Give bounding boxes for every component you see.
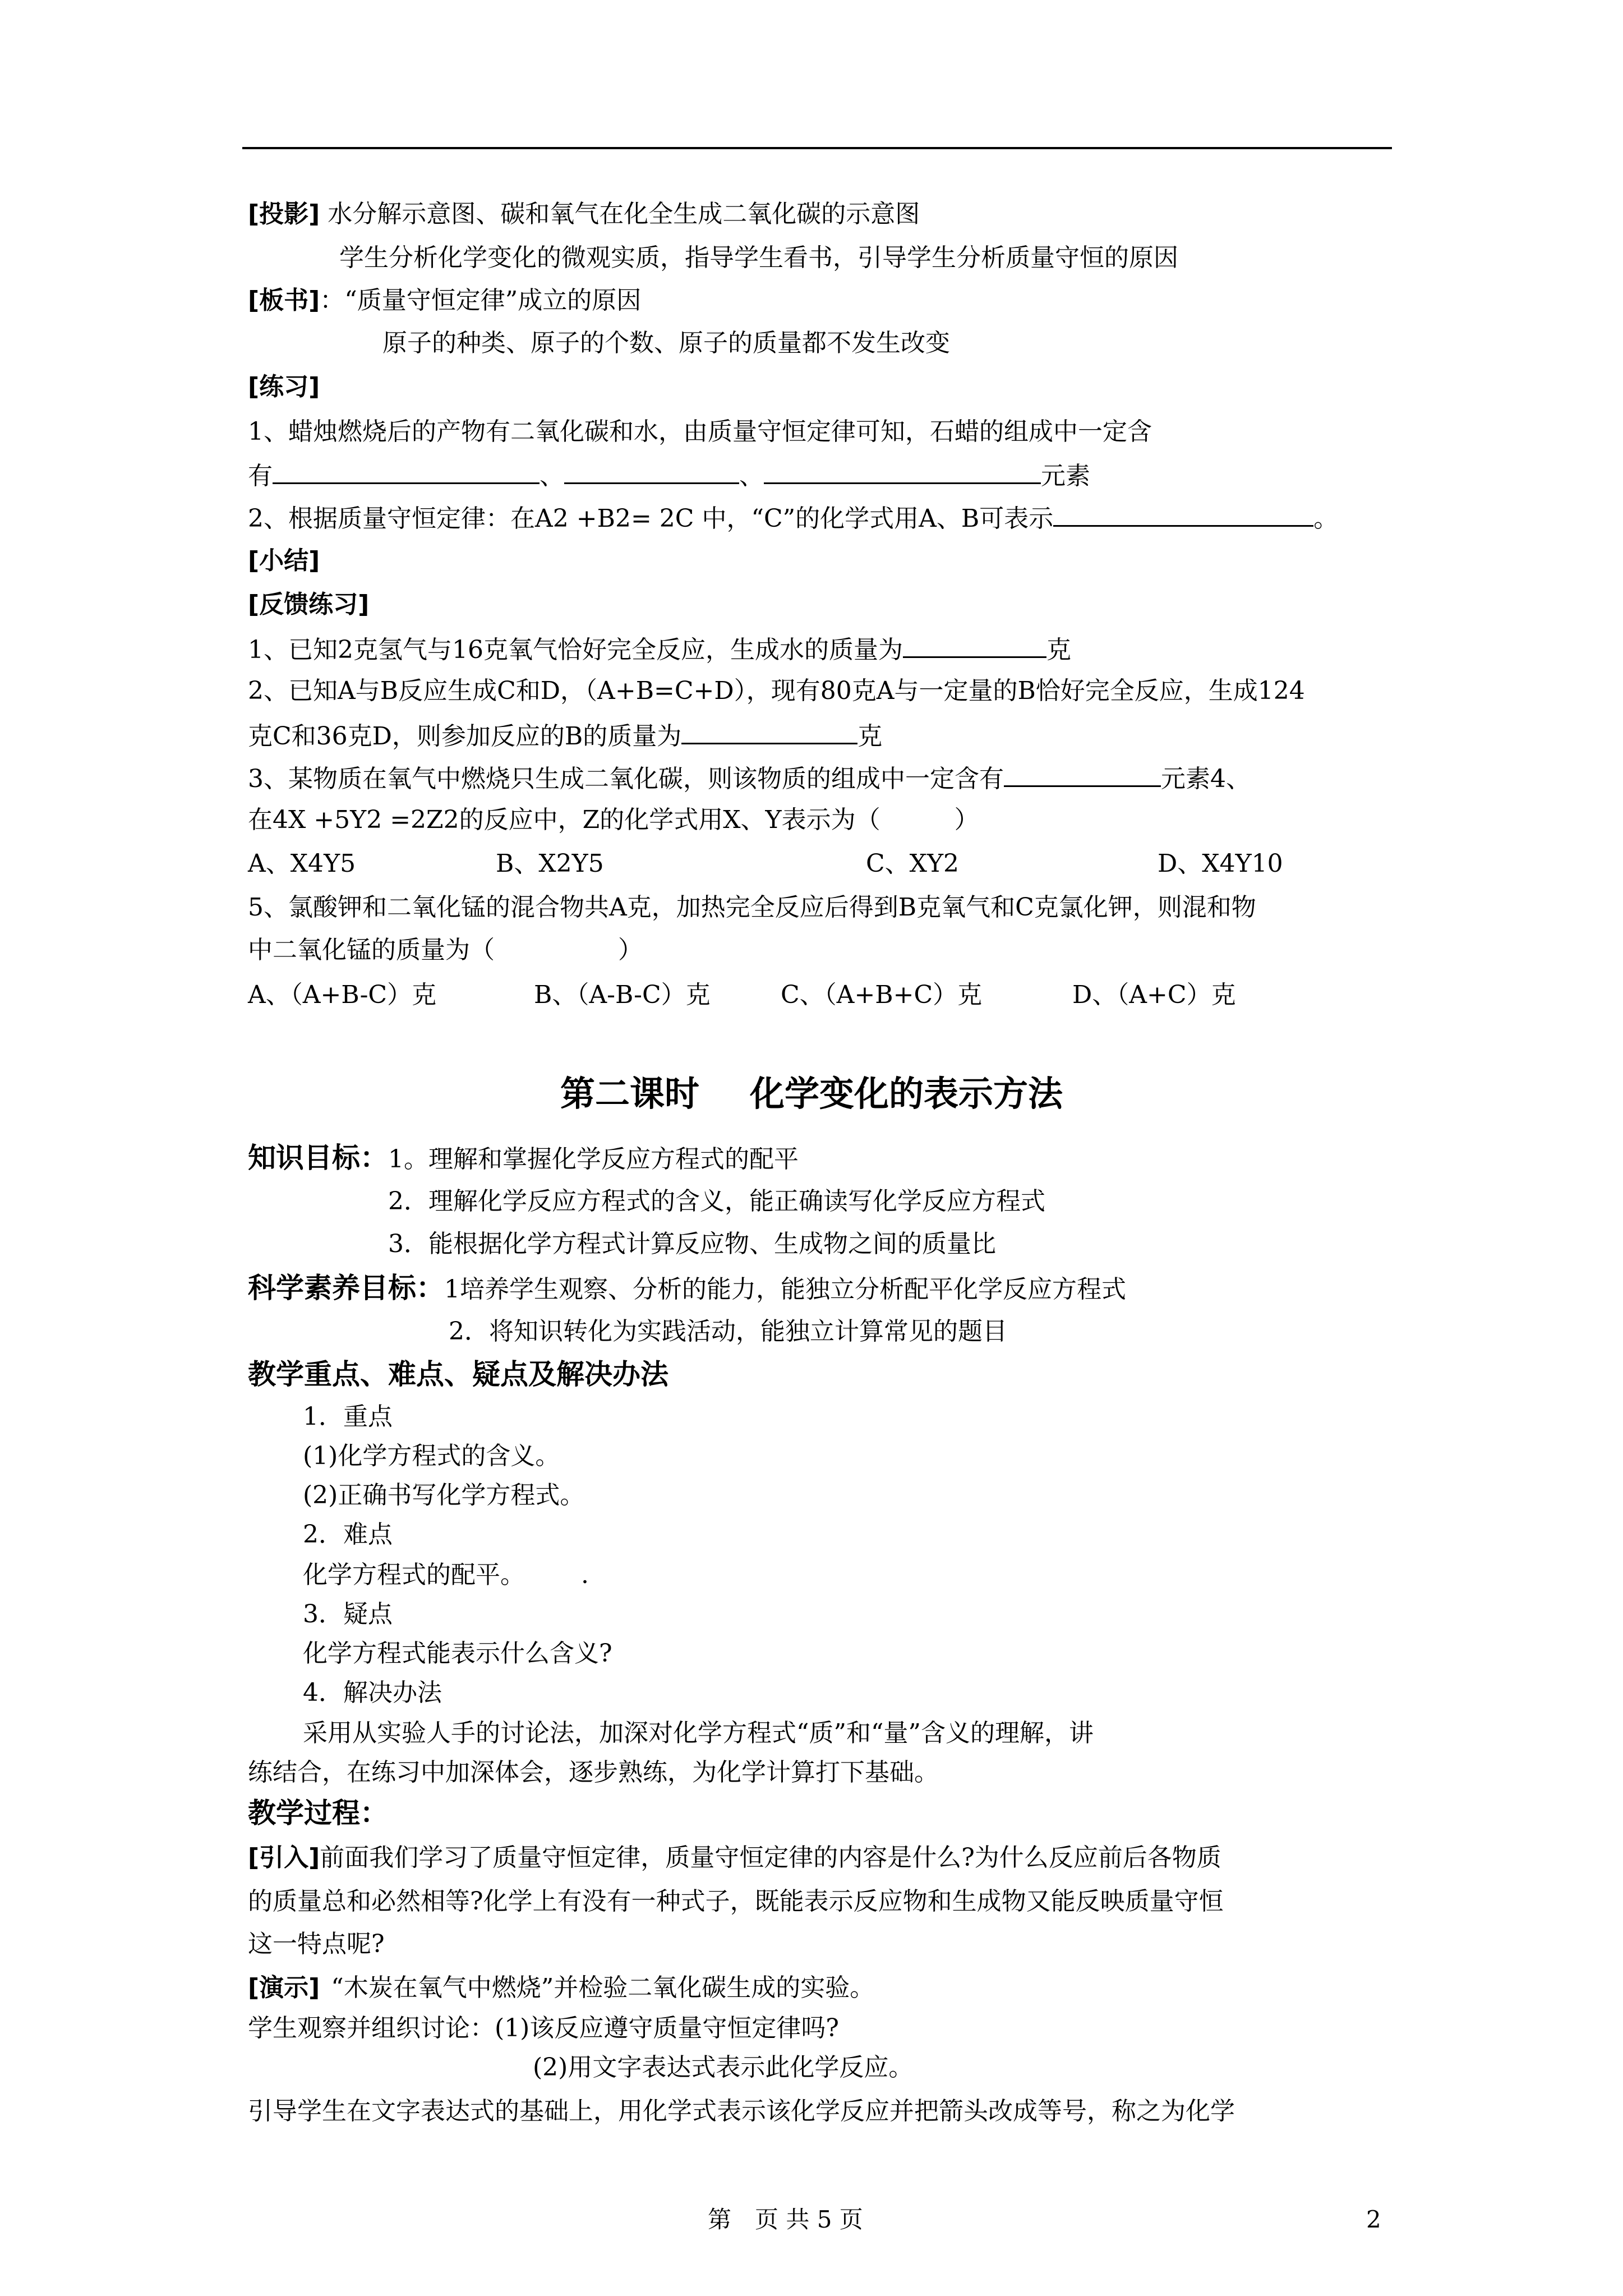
doubt-text: 化学方程式能表示什么含义?: [303, 1639, 612, 1668]
key-point-heading: 1．重点: [303, 1402, 393, 1431]
guide-line: 引导学生在文字表达式的基础上，用化学式表示该化学反应并把箭头改成等号，称之为化学: [248, 2097, 1235, 2125]
science-goals: 科学素养目标：1培养学生观察、分析的能力，能独立分析配平化学反应方程式: [248, 1272, 1126, 1304]
intro-line-2: 的质量总和必然相等?化学上有没有一种式子，既能表示反应物和生成物又能反映质量守恒: [248, 1887, 1224, 1916]
solution-text: 采用从实验人手的讨论法，加深对化学方程式“质”和“量”含义的理解，讲: [303, 1719, 1094, 1747]
key-point-2: (2)正确书写化学方程式。: [303, 1481, 585, 1510]
intro-line-1: [引入]前面我们学习了质量守恒定律，质量守恒定律的内容是什么?为什么反应前后各物质: [248, 1843, 1221, 1872]
blank: [273, 458, 540, 484]
label-demo: [演示]: [248, 1973, 320, 2002]
feedback-q5-cont: 中二氧化锰的质量为（ ）: [248, 936, 643, 964]
option: D、X4Y10: [1158, 849, 1283, 878]
practice-q2: 2、根据质量守恒定律：在A2 +B2= 2C 中，“C”的化学式用A、B可表示 。: [248, 500, 1338, 536]
feedback-q4: 在4X +5Y2 =2Z2的反应中，Z的化学式用X、Y表示为（ ）: [248, 806, 979, 834]
blank: [903, 632, 1046, 658]
doubt-heading: 3．疑点: [303, 1600, 393, 1628]
blank: [1004, 761, 1161, 787]
difficulty-text: 化学方程式的配平。 .: [303, 1561, 589, 1589]
option: D、（A+C）克: [1072, 981, 1236, 1009]
knowledge-goal-2: 2．理解化学反应方程式的含义，能正确读写化学反应方程式: [388, 1187, 1045, 1216]
option: B、X2Y5: [496, 849, 604, 878]
discussion-line-2: (2)用文字表达式表示此化学反应。: [533, 2053, 914, 2082]
blank: [681, 718, 857, 744]
label-teaching-process: 教学过程：: [248, 1797, 388, 1829]
section-title: 第二课时 化学变化的表示方法: [560, 1073, 1063, 1114]
practice-q1: 1、蜡烛燃烧后的产物有二氧化碳和水，由质量守恒定律可知，石蜡的组成中一定含: [248, 417, 1152, 446]
line-analysis: 学生分析化学变化的微观实质，指导学生看书，引导学生分析质量守恒的原因: [339, 243, 1178, 272]
label-summary: [小结]: [248, 546, 320, 575]
feedback-q1: 1、已知2克氢气与16克氧气恰好完全反应，生成水的质量为 克: [248, 632, 1071, 667]
line-board: [板书]：“质量守恒定律”成立的原因: [248, 286, 642, 315]
discussion-line-1: 学生观察并组织讨论：(1)该反应遵守质量守恒定律吗?: [248, 2014, 839, 2042]
label-intro: [引入]: [248, 1843, 320, 1872]
line-board-content: 原子的种类、原子的个数、原子的质量都不发生改变: [382, 329, 950, 357]
label-practice: [练习]: [248, 372, 320, 401]
label-knowledge-goals: 知识目标：: [248, 1142, 388, 1174]
option: C、（A+B+C）克: [781, 981, 983, 1009]
demo-line: [演示] “木炭在氧气中燃烧”并检验二氧化碳生成的实验。: [248, 1973, 875, 2002]
science-goal-2: 2．将知识转化为实践活动，能独立计算常见的题目: [449, 1317, 1007, 1346]
blank: [764, 458, 1041, 484]
practice-q1-blanks: 有 、 、 元素: [248, 458, 1090, 493]
feedback-q4-options: [248, 847, 1283, 881]
intro-line-3: 这一特点呢?: [248, 1930, 385, 1958]
line-projection: [投影] 水分解示意图、碳和氧气在化全生成二氧化碳的示意图: [248, 200, 920, 228]
label-board: [板书]: [248, 286, 320, 315]
option: A、（A+B-C）克: [248, 981, 437, 1009]
solution-heading: 4．解决办法: [303, 1678, 442, 1707]
blank: [1053, 500, 1313, 527]
label-feedback: [反馈练习]: [248, 590, 370, 619]
knowledge-goals: 知识目标：1。理解和掌握化学反应方程式的配平: [248, 1142, 799, 1174]
option: B、（A-B-C）克: [534, 981, 711, 1009]
solution-text-cont: 练结合，在练习中加深体会，逐步熟练，为化学计算打下基础。: [248, 1758, 939, 1787]
feedback-q3: 3、某物质在氧气中燃烧只生成二氧化碳，则该物质的组成中一定含有 元素4、: [248, 761, 1251, 796]
key-point-1: (1)化学方程式的含义。: [303, 1442, 560, 1470]
difficulty-heading: 2．难点: [303, 1520, 393, 1549]
option: C、XY2: [866, 849, 960, 878]
feedback-q5-options: [248, 978, 1236, 1012]
footer-page-info: 第 页 共 5 页: [708, 2206, 863, 2233]
knowledge-goal-3: 3．能根据化学方程式计算反应物、生成物之间的质量比: [388, 1230, 996, 1258]
feedback-q2-cont: 克C和36克D，则参加反应的B的质量为 克: [248, 718, 882, 753]
option: A、X4Y5: [248, 849, 356, 878]
label-science-goals: 科学素养目标：: [248, 1272, 444, 1304]
header-rule: [242, 147, 1392, 149]
label-projection: [投影]: [248, 200, 320, 228]
footer-page-number: 2: [1366, 2206, 1381, 2233]
label-key-points: 教学重点、难点、疑点及解决办法: [248, 1358, 668, 1391]
feedback-q2: 2、已知A与B反应生成C和D，（A+B=C+D），现有80克A与一定量的B恰好完全反应，生成124: [248, 677, 1305, 705]
blank: [564, 458, 739, 484]
feedback-q5: 5、氯酸钾和二氧化锰的混合物共A克，加热完全反应后得到B克氧气和C克氯化钾，则混和物: [248, 893, 1256, 922]
